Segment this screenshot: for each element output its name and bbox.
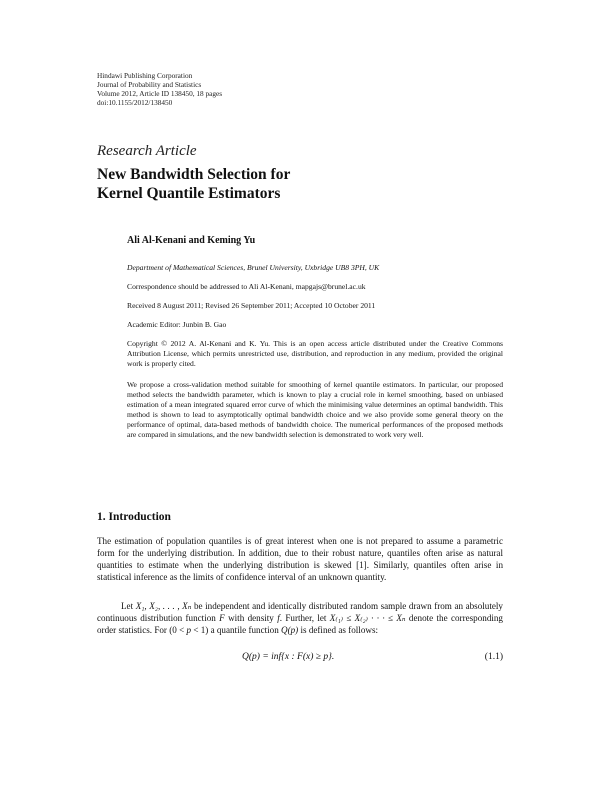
- math-inline: X₍₁₎ ≤ X₍₂₎ · · · ≤ Xₙ: [329, 613, 406, 623]
- math-inline: f: [277, 613, 280, 623]
- authors: Ali Al-Kenani and Keming Yu: [127, 235, 256, 246]
- doi: doi:10.1155/2012/138450: [97, 98, 173, 107]
- dates: Received 8 August 2011; Revised 26 September 2011; Accepted 10 October 2011: [127, 301, 376, 310]
- article-title: [97, 165, 290, 203]
- text-run: denote the corresponding order statistics. For (0 <: [97, 613, 503, 635]
- affiliation: Department of Mathematical Sciences, Brunel University, Uxbridge UB8 3PH, UK: [127, 263, 380, 272]
- copyright-notice: Copyright © 2012 A. Al-Kenani and K. Yu. This is an open access article distributed under the Creative Commons Attribution License, which permits unrestricted use, distribution, and reproduction in any medium, provided the original work is properly cited.: [127, 339, 503, 368]
- text-run: . Further, let: [279, 613, 330, 623]
- text-run: Let: [121, 601, 136, 611]
- text-run: be independent and identically distributed random sample drawn from an absolutely continuous distribution function: [97, 601, 503, 623]
- intro-paragraph-2: [97, 600, 503, 636]
- equation-1-1: [97, 652, 503, 666]
- text-run: < 1) a quantile function: [191, 625, 282, 635]
- equation-number: (1.1): [484, 652, 503, 662]
- math-inline: p: [186, 625, 192, 635]
- title-line-1: New Bandwidth Selection for: [97, 166, 291, 183]
- article-type: Research Article: [97, 143, 197, 159]
- volume-info: Volume 2012, Article ID 138450, 18 pages: [97, 89, 223, 98]
- text-run: with density: [224, 613, 278, 623]
- correspondence: Correspondence should be addressed to Ali Al-Kenani, mapgajs@brunel.ac.uk: [127, 282, 366, 291]
- math-inline: Q(p): [281, 625, 299, 635]
- math-inline: F: [219, 613, 225, 623]
- journal-name: Journal of Probability and Statistics: [97, 80, 202, 89]
- section-heading: 1. Introduction: [97, 511, 171, 523]
- journal-header: [97, 71, 222, 107]
- math-inline: X₁, X₂, . . . , Xₙ: [135, 601, 192, 611]
- abstract: We propose a cross-validation method suitable for smoothing of kernel quantile estimators. In particular, our proposed method selects the bandwidth parameter, which is known to play a crucial role in kernel smoothing, based on unbiased estimation of a mean integrated squared error curve of which the minimising value determines an optimal bandwidth. This method is shown to lead to asymptotically optimal bandwidth choice and we also provide some general theory on the performance of optimal, data-based methods of bandwidth choice. The numerical performances of the proposed methods are compared in simulations, and the new bandwidth selection is demonstrated to work very well.: [127, 380, 503, 439]
- intro-paragraph-1: The estimation of population quantiles is of great interest when one is not prepared to assume a parametric form for the underlying distribution. In addition, due to their robust nature, quantiles often arise as natural quantities to estimate when the underlying distribution is skewed [1]. Similarly, quantiles often arise in statistical inference as the limits of confidence interval of an unknown quantity.: [97, 536, 503, 582]
- publisher-name: Hindawi Publishing Corporation: [97, 71, 193, 80]
- text-run: is defined as follows:: [298, 625, 379, 635]
- equation-expression: Q(p) = inf{x : F(x) ≥ p}.: [242, 652, 335, 662]
- academic-editor: Academic Editor: Junbin B. Gao: [127, 320, 227, 329]
- title-line-2: Kernel Quantile Estimators: [97, 185, 281, 202]
